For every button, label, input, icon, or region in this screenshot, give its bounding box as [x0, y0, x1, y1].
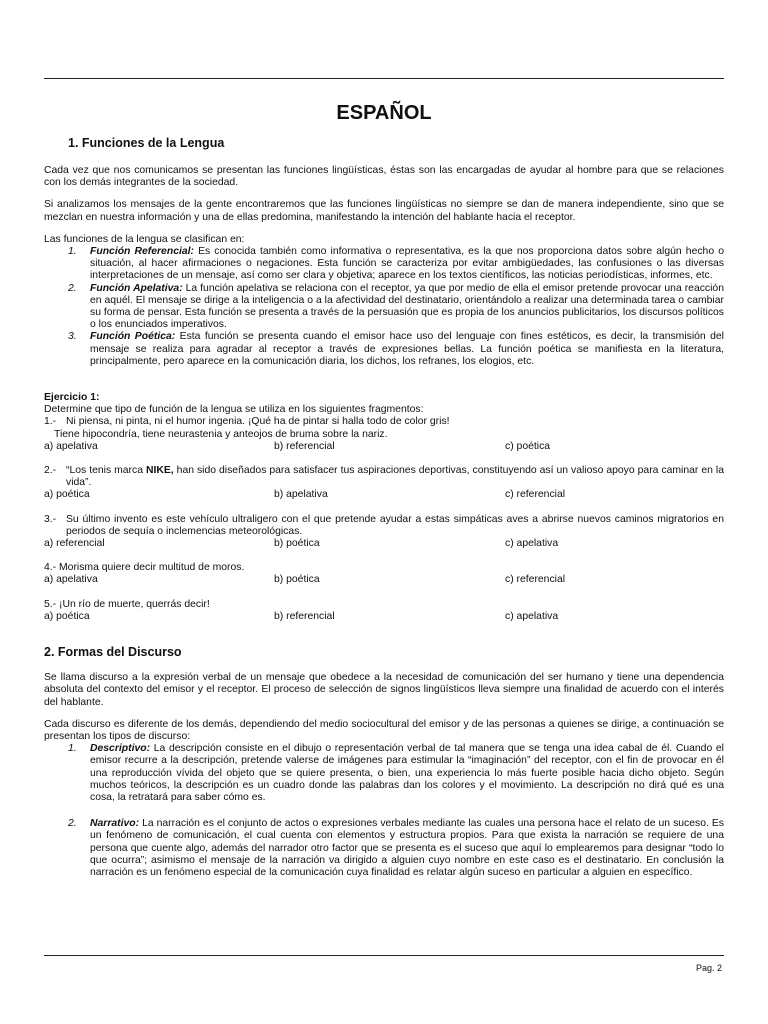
question-text: Su último invento es este vehículo ultraligero con el que pretende ayudar a estas simpáticas aves a abrirse nuevos caminos migratorios en periodos de sequía o inclemencias meteorológicas.	[66, 513, 724, 537]
section2-paragraph-1: Se llama discurso a la expresión verbal de un mensaje que obedece a la necesidad de comunicación del ser humano y tiene una dependencia absoluta del contexto del emisor y el receptor. El proceso de selección de signos lingüísticos lleva siempre una finalidad de acuerdo con el interés del hablante.	[44, 672, 724, 708]
option-b[interactable]: b) poética	[274, 538, 320, 550]
section2-heading: 2. Formas del Discurso	[44, 645, 182, 660]
list-text: La narración es el conjunto de actos o expresiones verbales mediante las cuales una persona hace el relato de un suceso. Es un fenómeno de comunicación, el cual cuenta con elementos y estructura propios. Para que exista la narración se requiere de una persona que cuente algo, además del narrador otro factor que se presenta es el suceso que aquí lo emplearemos para designar “todo lo que ocurra”; asimismo el mensaje de la narración va dirigido a alguien cuyo nombre en este caso es el destinatario. En conclusión la narración es un fenómeno especial de la comunicación cuya finalidad es relatar algún suceso en particular a alguien en específico.	[90, 818, 724, 878]
option-b[interactable]: b) poética	[274, 574, 320, 586]
list-term: Función Poética:	[90, 331, 176, 343]
option-a[interactable]: a) apelativa	[44, 574, 98, 586]
question-3	[44, 514, 724, 538]
list-number: 2.	[68, 282, 77, 294]
list-item	[44, 331, 724, 368]
list-item	[44, 743, 724, 804]
list-item	[44, 246, 724, 283]
footer-rule	[44, 955, 724, 956]
page-content	[44, 100, 724, 879]
question-1	[44, 416, 724, 428]
question-4: 4.- Morisma quiere decir multitud de moros.	[44, 562, 245, 574]
header-rule	[44, 78, 724, 79]
list-number: 1.	[68, 246, 77, 258]
section1-paragraph-1: Cada vez que nos comunicamos se presentan las funciones lingüísticas, éstas son las encargadas de ayudar al hombre para que se relaciones con los demás integrantes de la sociedad.	[44, 165, 724, 189]
option-b[interactable]: b) apelativa	[274, 489, 328, 501]
section1-list-intro: Las funciones de la lengua se clasifican en:	[44, 233, 245, 245]
list-text: Es conocida también como informativa o representativa, es la que nos proporciona datos sobre algún hecho o situación, al hacer afirmaciones o negaciones. Esta función se caracteriza por evitar ambigüedades, las confusiones o las diversas interpretaciones de un mensaje, así como ser clara y objetiva; aparece en los textos científicos, las noticias periodísticas, informes, etc.	[90, 246, 724, 282]
question-3-options	[44, 538, 724, 550]
question-number: 2.-	[44, 465, 57, 477]
list-term: Narrativo:	[90, 818, 140, 830]
list-term: Función Apelativa:	[90, 282, 183, 294]
list-number: 1.	[68, 743, 77, 755]
option-c[interactable]: c) referencial	[505, 574, 566, 586]
exercise-instruction: Determine que tipo de función de la lengua se utiliza en los siguientes fragmentos:	[44, 404, 424, 416]
question-1-line-2: Tiene hipocondría, tiene neurastenia y anteojos de bruma sobre la nariz.	[54, 428, 388, 440]
list-item	[44, 818, 724, 879]
option-a[interactable]: a) referencial	[44, 538, 105, 550]
option-a[interactable]: a) poética	[44, 610, 90, 622]
section2-paragraph-2: Cada discurso es diferente de los demás, dependiendo del medio sociocultural del emisor y de las personas a quienes se dirige, a continuación se presentan los tipos de discurso:	[44, 718, 724, 742]
question-text: Ni piensa, ni pinta, ni el humor ingenia. ¡Qué ha de pintar si halla todo de color gris!	[66, 416, 450, 428]
exercise-heading: Ejercicio 1:	[44, 392, 100, 404]
question-text-pre: “Los tenis marca	[66, 465, 146, 477]
list-text: Esta función se presenta cuando el emisor hace uso del lenguaje con fines estéticos, es decir, la transmisión del mensaje se realiza para agradar al receptor a través de expresiones bellas. La función poética se manifiesta en la literatura, principalmente, pero aparece en la comunicación diaria, los dichos, los refranes, los elogios, etc.	[90, 331, 724, 367]
question-1-options	[44, 441, 724, 453]
option-c[interactable]: c) referencial	[505, 489, 566, 501]
list-number: 2.	[68, 818, 77, 830]
list-number: 3.	[68, 331, 77, 343]
option-c[interactable]: c) apelativa	[505, 610, 559, 622]
question-5: 5.- ¡Un río de muerte, querrás decir!	[44, 598, 210, 610]
question-number: 1.-	[44, 416, 57, 428]
list-term: Función Referencial:	[90, 246, 194, 258]
discourse-list	[44, 743, 724, 879]
list-item	[44, 283, 724, 332]
question-text-post: han sido diseñados para satisfacer tus aspiraciones deportivas, constituyendo así un valioso apoyo para caminar en la vida”.	[66, 465, 724, 489]
question-2-options	[44, 489, 724, 501]
page-title: ESPAÑOL	[336, 102, 432, 124]
question-5-options	[44, 611, 724, 623]
question-number: 3.-	[44, 513, 57, 525]
section1-paragraph-2: Si analizamos los mensajes de la gente encontraremos que las funciones lingüísticas no siempre se dan de manera independiente, sino que se mezclan en nuestra información y una de ellas predomina, manifestando la intención del hablante hacia el receptor.	[44, 199, 724, 223]
section1-heading: 1. Funciones de la Lengua	[68, 136, 225, 150]
list-text: La descripción consiste en el dibujo o representación verbal de tal manera que se tenga una idea cabal de él. Cuando el emisor recurre a la descripción, pretende valerse de imágenes para estimular la “imaginación” del receptor, con el fin de provocar en él una reproducción vívida del objeto que se quiere presenta, o bien, una experiencia lo más fuerte posible hacia dicho objeto. Según muchos teóricos, la descripción es un cuadro donde las palabras dan los colores y el movimiento. La descripción no dirá qué es una cosa, la retratará para saber cómo es.	[90, 743, 724, 803]
list-term: Descriptivo:	[90, 743, 151, 755]
question-4-options	[44, 574, 724, 586]
option-a[interactable]: a) apelativa	[44, 440, 98, 452]
option-b[interactable]: b) referencial	[274, 610, 335, 622]
question-2	[44, 465, 724, 489]
option-b[interactable]: b) referencial	[274, 440, 335, 452]
option-c[interactable]: c) apelativa	[505, 538, 559, 550]
option-c[interactable]: c) poética	[505, 440, 551, 452]
functions-list	[44, 246, 724, 368]
list-text: La función apelativa se relaciona con el receptor, ya que por medio de ella el emisor pretende provocar una reacción en aquél. El mensaje se dirige a la inteligencia o a la afectividad del destinatario, orientándolo a realizar una determinada tarea o cambiar su forma de pensar. Esta función se presenta a través de la persuasión que es propia de los anuncios publicitarios, los discursos políticos o los enunciados imperativos.	[90, 282, 724, 331]
page-number: Pag. 2	[695, 963, 722, 973]
option-a[interactable]: a) poética	[44, 489, 90, 501]
brand-name: NIKE,	[145, 465, 174, 477]
